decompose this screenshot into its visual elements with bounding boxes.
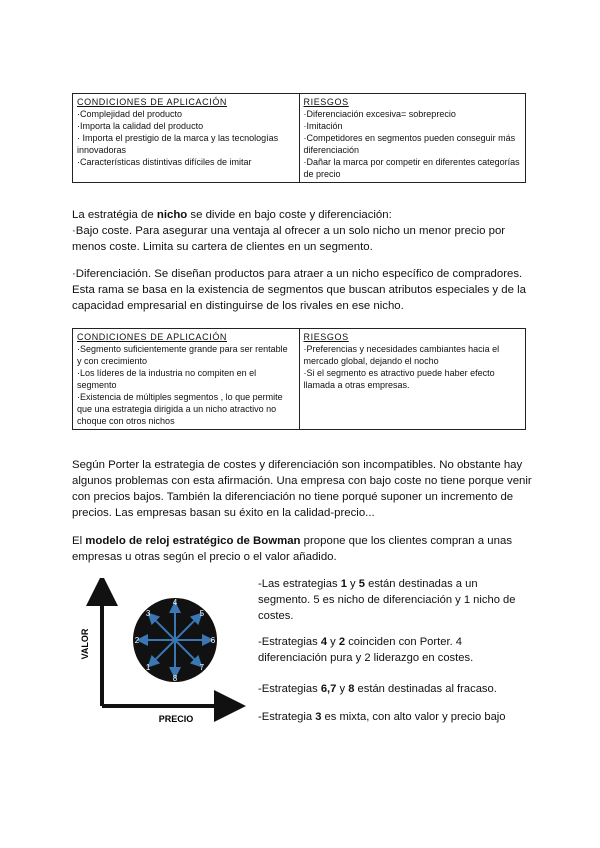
risks-cell xyxy=(299,329,526,430)
condition-item: ·Importa la calidad del producto xyxy=(77,121,204,131)
condition-item: ·Los líderes de la industria no compiten en el segmento xyxy=(77,368,257,390)
clock-number-7: 7 xyxy=(199,662,205,672)
bold-text: 1 xyxy=(340,578,347,590)
text: están destinadas a un segmento. 5 es nicho de diferenciación y 1 nicho de costes. xyxy=(258,578,516,622)
paragraph-bowman xyxy=(72,533,532,565)
bold-text: nicho xyxy=(156,209,188,221)
risk-item: ·Competidores en segmentos pueden conseguir más diferenciación xyxy=(303,133,516,155)
conditions-cell xyxy=(73,94,300,183)
note-1-5 xyxy=(258,576,528,624)
bold-text: 6,7 xyxy=(320,683,337,695)
text: y xyxy=(346,578,359,590)
paragraph-porter: Según Porter la estrategia de costes y diferenciación son incompatibles. No obstante hay algunos problemas con esta afirmación. Una empresa con bajo coste no tiene porque venir con precios bajos. También la diferenciación no tiene porqué suponer un incremento de precios. Las empresas basan su éxito en la calidad-precio... xyxy=(72,459,532,519)
y-axis-label: VALOR xyxy=(80,628,90,660)
note-3 xyxy=(258,709,528,725)
conditions-cell xyxy=(73,329,300,430)
text: están destinadas al fracaso. xyxy=(354,683,497,695)
text: se divide en bajo coste y diferenciación: xyxy=(187,209,392,221)
condition-item: ·Características distintivas difíciles de imitar xyxy=(77,157,252,167)
condition-item: ·Existencia de múltiples segmentos , lo que permite que una estrategia dirigida a un nicho atractivo no choque con otros nichos xyxy=(77,392,283,426)
text: coinciden con Porter. 4 diferenciación pura y 2 liderazgo en costes. xyxy=(258,636,474,664)
risk-item: ·Preferencias y necesidades cambiantes hacia el mercado global, dejando el nocho xyxy=(303,344,500,366)
clock-arrows xyxy=(142,607,208,673)
text: El xyxy=(72,535,86,547)
text: La estratégia de xyxy=(72,209,157,221)
condition-item: ·Complejidad del producto xyxy=(77,109,183,119)
text: -Estrategia xyxy=(258,711,316,723)
x-axis-label: PRECIO xyxy=(158,714,194,724)
bold-text: 5 xyxy=(358,578,365,590)
paragraph-nicho xyxy=(72,207,532,255)
bold-text: 4 xyxy=(320,636,328,648)
conditions-header: CONDICIONES DE APLICACIÓN xyxy=(77,332,228,342)
text: -Estrategias xyxy=(258,683,321,695)
note-6-7-8 xyxy=(258,681,528,697)
bold-text: 3 xyxy=(315,711,322,723)
text: es mixta, con alto valor y precio bajo xyxy=(321,711,506,723)
paragraph-diferenciacion: ·Diferenciación. Se diseñan productos para atraer a un nicho específico de compradores. Esta rama se basa en la existencia de segmentos que buscan atributos especiales y de la capacidad empresarial en distinguirse de los rivales en ese nicho. xyxy=(72,268,526,312)
text: propone que los clientes compran a unas empresas u otras según el precio o el valor añadido. xyxy=(72,535,513,563)
note-4-2 xyxy=(258,634,528,666)
clock-number-3: 3 xyxy=(145,609,151,619)
risks-cell xyxy=(299,94,526,183)
conditions-header: CONDICIONES DE APLICACIÓN xyxy=(77,97,228,107)
condition-item: · Importa el prestigio de la marca y las tecnologías innovadoras xyxy=(77,133,279,155)
bowman-clock-diagram xyxy=(72,578,252,730)
text: y xyxy=(327,636,339,648)
risk-item: ·Si el segmento es atractivo puede haber efecto llamada a otras empresas. xyxy=(303,368,495,390)
bold-text: 8 xyxy=(348,683,355,695)
risks-header: RIESGOS xyxy=(303,332,349,342)
text: -Las estrategias xyxy=(258,578,341,590)
clock-number-8: 8 xyxy=(172,674,178,683)
table-niche xyxy=(72,328,526,430)
bold-text: modelo de reloj estratégico de Bowman xyxy=(85,535,301,547)
clock-number-1: 1 xyxy=(145,662,151,672)
clock-number-4: 4 xyxy=(172,598,178,607)
risk-item: ·Dañar la marca por competir en diferentes categorías de precio xyxy=(303,157,520,179)
table-differentiation xyxy=(72,93,526,183)
text: -Estrategias xyxy=(258,636,321,648)
bold-text: 2 xyxy=(338,636,346,648)
text: ·Bajo coste. Para asegurar una ventaja al ofrecer a un solo nicho un menor precio por menos coste. Limita su cartera de clientes en un segmento. xyxy=(72,225,506,253)
risk-item: ·Diferenciación excesiva= sobreprecio xyxy=(303,109,456,119)
risk-item: ·Imitación xyxy=(303,121,343,131)
text: y xyxy=(336,683,349,695)
clock-number-2: 2 xyxy=(134,636,140,645)
clock-number-6: 6 xyxy=(210,636,216,645)
risks-header: RIESGOS xyxy=(303,97,349,107)
clock-number-5: 5 xyxy=(199,609,205,619)
condition-item: ·Segmento suficientemente grande para ser rentable y con crecimiento xyxy=(77,344,288,366)
